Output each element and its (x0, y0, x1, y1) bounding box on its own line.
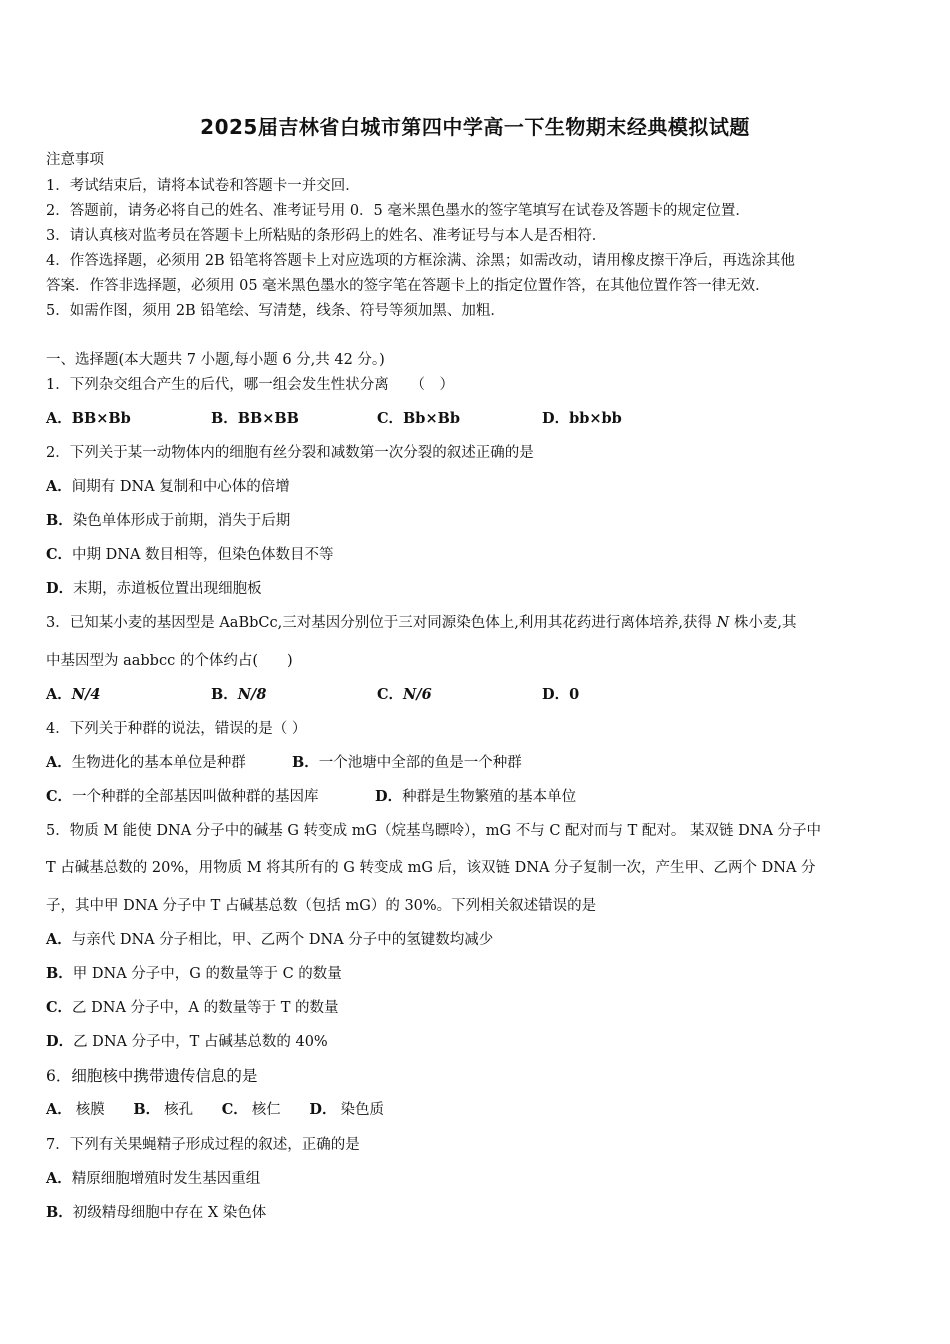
notice-item: 1．考试结束后，请将本试卷和答题卡一并交回． (46, 178, 360, 194)
q2-option-d: D．末期，赤道板位置出现细胞板 (46, 580, 262, 597)
notice-item: 5．如需作图，须用 2B 铅笔绘、写清楚，线条、符号等须加黑、加粗． (46, 303, 505, 319)
q3-option-c: C．N/6 (377, 686, 432, 703)
q4-option-a: A．生物进化的基本单位是种群 (46, 754, 246, 771)
question-2-stem: 2．下列关于某一动物体内的细胞有丝分裂和减数第一次分裂的叙述正确的是 (46, 445, 534, 461)
q1-option-b: B．BB×BB (211, 410, 299, 427)
q6-option-a: A． 核膜 (46, 1101, 105, 1118)
question-5-stem: 5．物质 M 能使 DNA 分子中的碱基 G 转变成 mG（烷基鸟瞟呤），mG 不与 C 配对而与 T 配对。 某双链 DNA 分子中 (46, 823, 822, 839)
notice-heading: 注意事项 (46, 152, 104, 168)
notice-item: 3．请认真核对监考员在答题卡上所粘贴的条形码上的姓名、准考证号与本人是否相符． (46, 228, 607, 244)
q2-option-a: A．间期有 DNA 复制和中心体的倍增 (46, 478, 290, 495)
q1-option-c: C．Bb×Bb (377, 410, 460, 427)
question-4-stem: 4．下列关于种群的说法，错误的是（ ） (46, 721, 307, 737)
q6-option-c: C． 核仁 (221, 1101, 281, 1118)
q5-option-a: A．与亲代 DNA 分子相比，甲、乙两个 DNA 分子中的氢键数均减少 (46, 931, 494, 948)
page-title: 2025届吉林省白城市第四中学高一下生物期末经典模拟试题 (200, 115, 750, 139)
notice-item: 2．答题前，请务必将自己的姓名、准考证号用 0．5 毫米黑色墨水的签字笔填写在试卷及答题卡的规定位置． (46, 203, 750, 219)
q4-option-c: C．一个种群的全部基因叫做种群的基因库 (46, 788, 319, 805)
q2-option-b: B．染色单体形成于前期，消失于后期 (46, 512, 291, 529)
question-1-stem: 1．下列杂交组合产生的后代，哪一组会发生性状分离 （ ） (46, 377, 454, 393)
q1-option-a: A．BB×Bb (46, 410, 131, 427)
q7-option-b: B．初级精母细胞中存在 X 染色体 (46, 1204, 267, 1221)
notice-item: 答案．作答非选择题，必须用 05 毫米黑色墨水的签字笔在答题卡上的指定位置作答，在其他位置作答一律无效． (46, 278, 770, 294)
question-6-stem: 6．细胞核中携带遗传信息的是 (46, 1067, 258, 1085)
q5-option-d: D．乙 DNA 分子中，T 占碱基总数的 40% (46, 1033, 328, 1050)
q7-option-a: A．精原细胞增殖时发生基因重组 (46, 1170, 261, 1187)
question-7-stem: 7．下列有关果蝇精子形成过程的叙述，正确的是 (46, 1137, 360, 1153)
q6-options (46, 1100, 408, 1120)
q5-option-b: B．甲 DNA 分子中，G 的数量等于 C 的数量 (46, 965, 342, 982)
q2-option-c: C．中期 DNA 数目相等，但染色体数目不等 (46, 546, 334, 563)
q3-option-a: A．N/4 (46, 686, 101, 703)
notice-item: 4．作答选择题，必须用 2B 铅笔将答题卡上对应选项的方框涂满、涂黑；如需改动，请用橡皮擦干净后，再选涂其他 (46, 253, 795, 269)
q1-option-d: D．bb×bb (542, 410, 622, 427)
q4-option-b: B．一个池塘中全部的鱼是一个种群 (292, 754, 522, 771)
q3-option-b: B．N/8 (211, 686, 267, 703)
q6-option-d: D． 染色质 (309, 1101, 384, 1118)
question-3-stem-cont: 中基因型为 aabbcc 的个体约占( ) (46, 653, 293, 669)
q6-option-b: B． 核孔 (133, 1101, 194, 1118)
section-heading: 一、选择题(本大题共 7 小题,每小题 6 分,共 42 分。) (46, 352, 385, 368)
question-3-stem: 3．已知某小麦的基因型是 AaBbCc,三对基因分别位于三对同源染色体上,利用其花药进行离体培养,获得 N 株小麦,其 (46, 615, 797, 631)
question-5-stem-cont: T 占碱基总数的 20%，用物质 M 将其所有的 G 转变成 mG 后，该双链 DNA 分子复制一次，产生甲、乙两个 DNA 分 (46, 860, 816, 876)
q4-option-d: D．种群是生物繁殖的基本单位 (375, 788, 577, 805)
question-5-stem-cont: 子，其中甲 DNA 分子中 T 占碱基总数（包括 mG）的 30%。下列相关叙述错误的是 (46, 898, 597, 914)
q3-option-d: D．0 (542, 686, 580, 703)
q5-option-c: C．乙 DNA 分子中，A 的数量等于 T 的数量 (46, 999, 339, 1016)
